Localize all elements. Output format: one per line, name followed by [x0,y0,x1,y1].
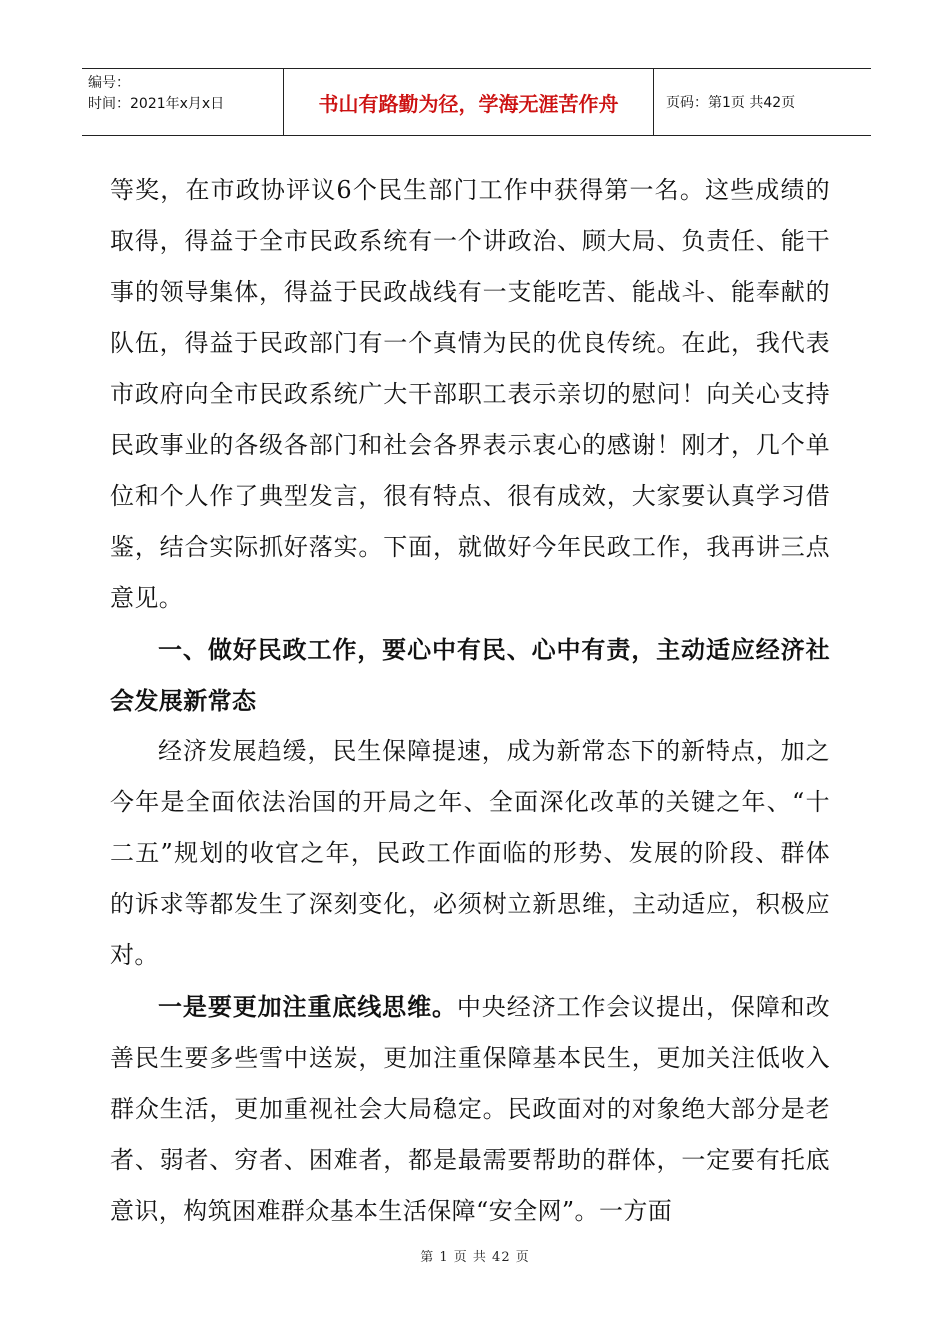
header-meta [82,69,284,135]
paragraph-text: 中央经济工作会议提出，保障和改善民生要多些雪中送炭，更加注重保障基本民生，更加关注低收入群众生活，更加重视社会大局稳定。民政面对的对象绝大部分是老者、弱者、穷者、困难者，都是最需要帮助的群体，一定要有托底意识，构筑困难群众基本生活保障“安全网”。一方面 [110,993,830,1225]
body-paragraph: 经济发展趋缓，民生保障提速，成为新常态下的新特点，加之今年是全面依法治国的开局之年、全面深化改革的关键之年、“十二五”规划的收官之年，民政工作面临的形势、发展的阶段、群体的诉求等都发生了深刻变化，必须树立新思维，主动适应，积极应对。 [110,737,830,969]
body-paragraph: 等奖，在市政协评议6个民生部门工作中获得第一名。这些成绩的取得，得益于全市民政系统有一个讲政治、顾大局、负责任、能干事的领导集体，得益于民政战线有一支能吃苦、能战斗、能奉献的队伍，得益于民政部门有一个真情为民的优良传统。在此，我代表市政府向全市民政系统广大干部职工表示亲切的慰问！向关心支持民政事业的各级各部门和社会各界表示衷心的感谢！刚才，几个单位和个人作了典型发言，很有特点、很有成效，大家要认真学习借鉴，结合实际抓好落实。下面，就做好今年民政工作，我再讲三点意见。 [110,176,830,612]
page-footer: 第 1 页 共 42 页 [420,1250,530,1265]
document-time-label: 时间：2021年x月x日 [88,96,225,112]
body-paragraph [110,981,830,1237]
header-motto: 书山有路勤为径，学海无涯苦作舟 [284,69,654,135]
document-number-label: 编号： [88,75,130,91]
page-header [82,68,871,136]
header-page-label: 页码：第1页 共42页 [666,95,796,111]
paragraph-lead: 一是要更加注重底线思维。 [158,992,457,1021]
document-body [110,165,830,1237]
section-heading: 一、做好民政工作，要心中有民、心中有责，主动适应经济社会发展新常态 [110,635,830,715]
